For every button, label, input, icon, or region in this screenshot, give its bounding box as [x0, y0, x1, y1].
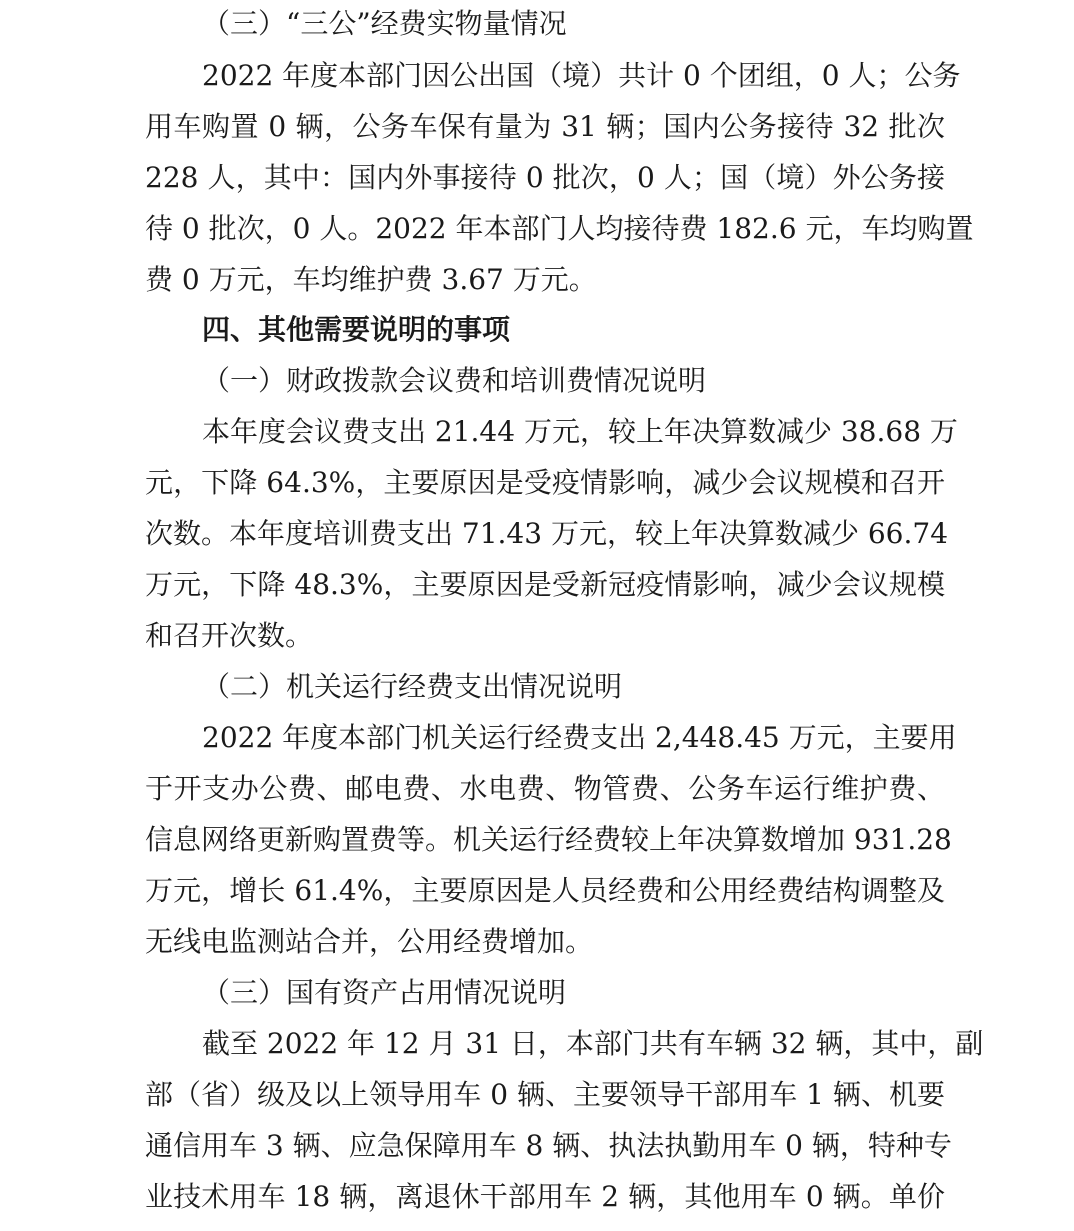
paragraph-line: 2022 年度本部门机关运行经费支出 2,448.45 万元，主要用 [202, 721, 957, 754]
paragraph-line: 部（省）级及以上领导用车 0 辆、主要领导干部用车 1 辆、机要 [145, 1078, 945, 1111]
paragraph-line: 万元，增长 61.4%，主要原因是人员经费和公用经费结构调整及 [145, 874, 945, 907]
paragraph-line: 和召开次数。 [145, 619, 314, 652]
paragraph-line: 信息网络更新购置费等。机关运行经费较上年决算数增加 931.28 [145, 823, 952, 856]
paragraph-line: 元，下降 64.3%，主要原因是受疫情影响，减少会议规模和召开 [145, 466, 945, 499]
paragraph-line: 228 人，其中：国内外事接待 0 批次，0 人；国（境）外公务接 [145, 161, 945, 194]
subsection-heading-meeting-training: （一）财政拨款会议费和培训费情况说明 [202, 364, 707, 397]
paragraph-line: 次数。本年度培训费支出 71.43 万元，较上年决算数减少 66.74 [145, 517, 949, 550]
section-heading-other-matters: 四、其他需要说明的事项 [202, 313, 511, 346]
paragraph-line: 待 0 批次，0 人。2022 年本部门人均接待费 182.6 元，车均购置 [145, 212, 974, 245]
paragraph-line: 截至 2022 年 12 月 31 日，本部门共有车辆 32 辆，其中，副 [202, 1027, 984, 1060]
paragraph-line: 通信用车 3 辆、应急保障用车 8 辆、执法执勤用车 0 辆，特种专 [145, 1129, 952, 1162]
subsection-heading-state-assets: （三）国有资产占用情况说明 [202, 976, 567, 1009]
paragraph-line: 2022 年度本部门因公出国（境）共计 0 个团组，0 人；公务 [202, 59, 961, 92]
subsection-heading-operating-expenses: （二）机关运行经费支出情况说明 [202, 670, 623, 703]
paragraph-line: 无线电监测站合并，公用经费增加。 [145, 925, 594, 958]
paragraph-line: 业技术用车 18 辆，离退休干部用车 2 辆，其他用车 0 辆。单价 [145, 1180, 945, 1213]
paragraph-line: 本年度会议费支出 21.44 万元，较上年决算数减少 38.68 万 [202, 415, 958, 448]
paragraph-line: 用车购置 0 辆，公务车保有量为 31 辆；国内公务接待 32 批次 [145, 110, 945, 143]
subsection-heading-san-gong: （三）“三公”经费实物量情况 [202, 7, 567, 40]
paragraph-line: 于开支办公费、邮电费、水电费、物管费、公务车运行维护费、 [145, 772, 945, 805]
paragraph-line: 万元，下降 48.3%，主要原因是受新冠疫情影响，减少会议规模 [145, 568, 945, 601]
paragraph-line: 费 0 万元，车均维护费 3.67 万元。 [145, 263, 597, 296]
